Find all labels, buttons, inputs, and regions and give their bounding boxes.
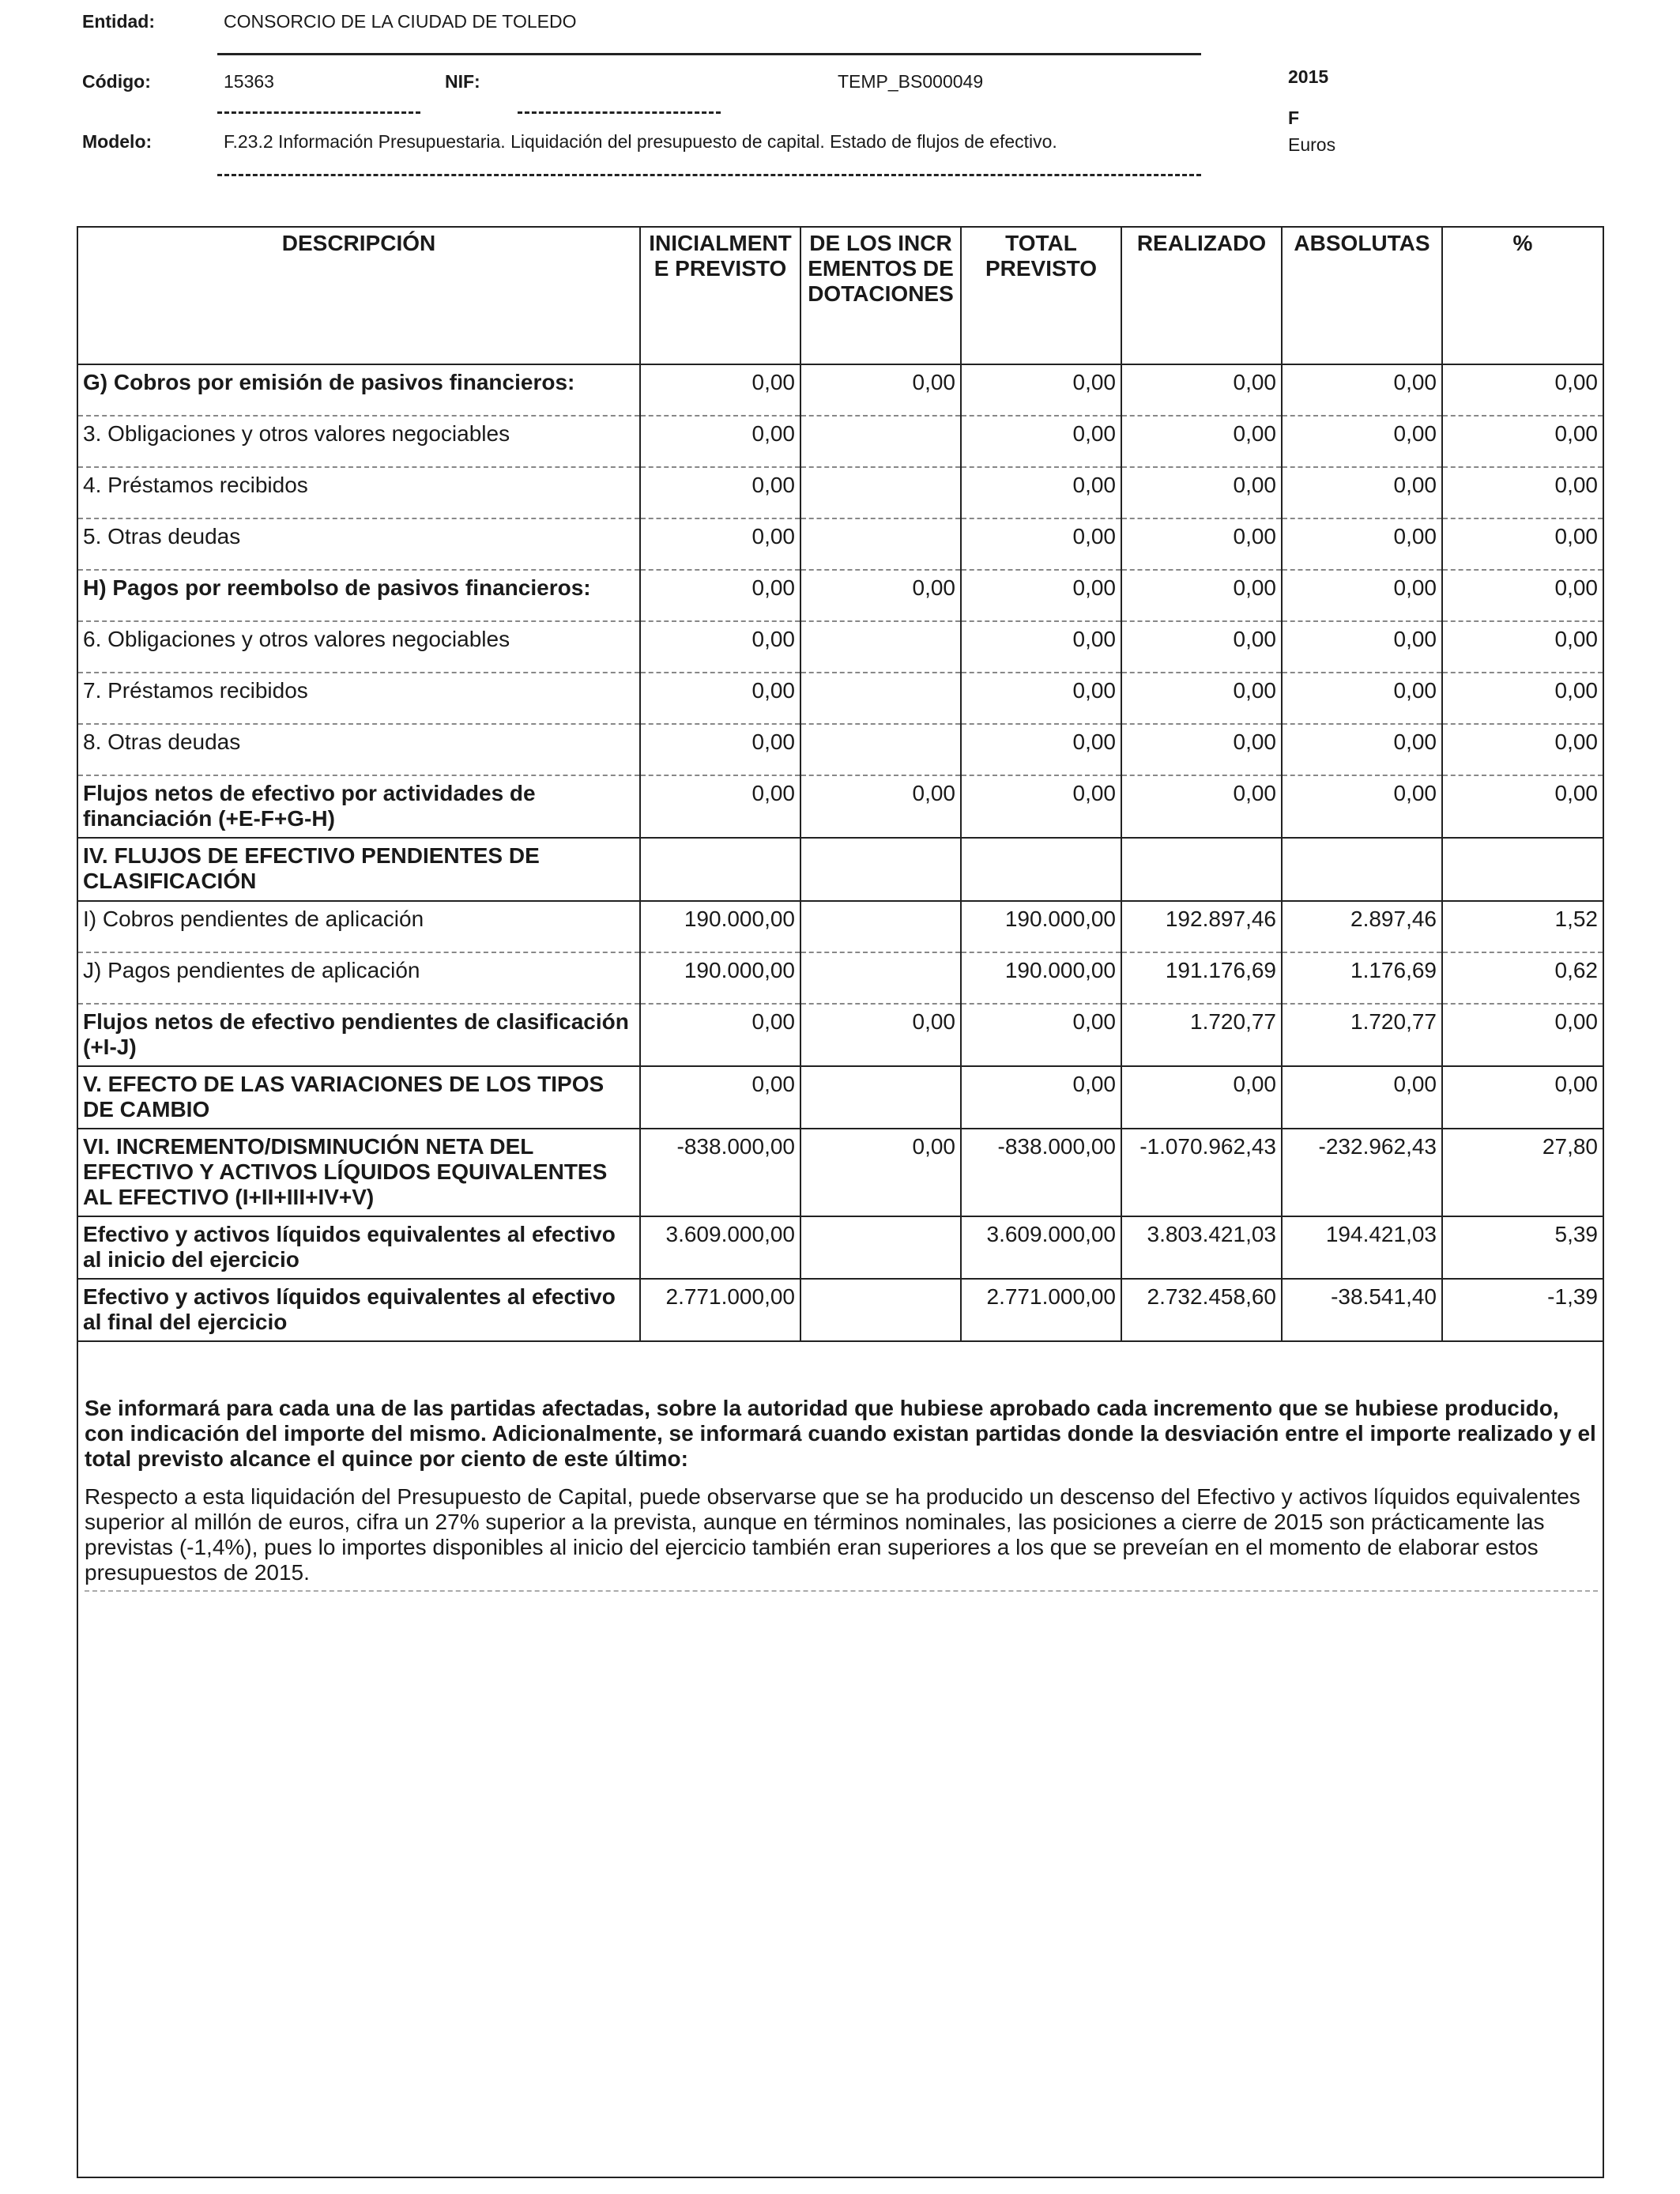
cell-porcentaje: 0,00 — [1442, 518, 1603, 570]
cell-absolutas: 0,00 — [1282, 518, 1442, 570]
cell-porcentaje: 0,00 — [1442, 416, 1603, 467]
row-description: 8. Otras deudas — [77, 724, 640, 775]
cell-incrementos — [800, 1279, 961, 1341]
row-description: J) Pagos pendientes de aplicación — [77, 952, 640, 1004]
row-description: 6. Obligaciones y otros valores negociables — [77, 621, 640, 673]
cell-realizado: 1.720,77 — [1121, 1004, 1282, 1066]
col-header-absolutas: ABSOLUTAS — [1282, 227, 1442, 364]
row-description: V. EFECTO DE LAS VARIACIONES DE LOS TIPOS DE CAMBIO — [77, 1066, 640, 1129]
table-row — [77, 364, 1603, 416]
table-row — [77, 1279, 1603, 1341]
row-description: G) Cobros por emisión de pasivos financieros: — [77, 364, 640, 416]
notes-question: Se informará para cada una de las partidas afectadas, sobre la autoridad que hubiese aprobado cada incremento que se hubiese producido, con indicación del importe del mismo. Adicionalmente, se informará cuando existan partidas donde la desviación entre el importe realizado y el total previsto alcance el quince por ciento de este último: — [85, 1396, 1596, 1471]
table-row — [77, 570, 1603, 621]
cell-incrementos: 0,00 — [800, 570, 961, 621]
cell-total-previsto: 0,00 — [961, 724, 1121, 775]
cell-porcentaje: 5,39 — [1442, 1216, 1603, 1279]
codigo-value: 15363 — [224, 71, 274, 92]
cell-inicialmente-previsto: 190.000,00 — [640, 901, 800, 952]
table-row — [77, 724, 1603, 775]
table-row — [77, 416, 1603, 467]
cell-incrementos — [800, 838, 961, 901]
cell-total-previsto: 0,00 — [961, 416, 1121, 467]
table-body — [77, 364, 1603, 1341]
modelo-value: F.23.2 Información Presupuestaria. Liquidación del presupuesto de capital. Estado de flujos de efectivo. — [224, 131, 1057, 152]
row-description: 5. Otras deudas — [77, 518, 640, 570]
cell-incrementos: 0,00 — [800, 1129, 961, 1216]
cell-inicialmente-previsto: 3.609.000,00 — [640, 1216, 800, 1279]
cell-incrementos: 0,00 — [800, 364, 961, 416]
cell-total-previsto: 0,00 — [961, 467, 1121, 518]
cell-realizado: 0,00 — [1121, 416, 1282, 467]
cell-incrementos — [800, 621, 961, 673]
table-row — [77, 901, 1603, 952]
cell-inicialmente-previsto: 2.771.000,00 — [640, 1279, 800, 1341]
cell-realizado: 0,00 — [1121, 467, 1282, 518]
cell-porcentaje: 0,00 — [1442, 724, 1603, 775]
row-description: IV. FLUJOS DE EFECTIVO PENDIENTES DE CLASIFICACIÓN — [77, 838, 640, 901]
cell-total-previsto: 3.609.000,00 — [961, 1216, 1121, 1279]
row-description: I) Cobros pendientes de aplicación — [77, 901, 640, 952]
table-row — [77, 673, 1603, 724]
cell-porcentaje: 1,52 — [1442, 901, 1603, 952]
cash-flow-table — [77, 226, 1604, 1342]
cell-inicialmente-previsto: 0,00 — [640, 467, 800, 518]
cell-absolutas: 0,00 — [1282, 775, 1442, 838]
cell-absolutas: -38.541,40 — [1282, 1279, 1442, 1341]
cell-inicialmente-previsto: 0,00 — [640, 364, 800, 416]
cell-realizado: 0,00 — [1121, 775, 1282, 838]
cell-absolutas: 0,00 — [1282, 1066, 1442, 1129]
cell-inicialmente-previsto: 0,00 — [640, 621, 800, 673]
letter-code: F — [1288, 107, 1300, 128]
table-row — [77, 1004, 1603, 1066]
cell-inicialmente-previsto: 0,00 — [640, 1066, 800, 1129]
cell-total-previsto — [961, 838, 1121, 901]
cell-realizado: 0,00 — [1121, 724, 1282, 775]
year: 2015 — [1288, 66, 1329, 87]
cell-porcentaje: 0,00 — [1442, 673, 1603, 724]
table-header-row — [77, 227, 1603, 364]
row-description: H) Pagos por reembolso de pasivos financieros: — [77, 570, 640, 621]
cell-realizado: 0,00 — [1121, 673, 1282, 724]
currency: Euros — [1288, 134, 1336, 155]
cell-absolutas: 0,00 — [1282, 467, 1442, 518]
cell-porcentaje: 0,00 — [1442, 364, 1603, 416]
cell-incrementos — [800, 724, 961, 775]
row-description: 4. Préstamos recibidos — [77, 467, 640, 518]
cell-realizado: 191.176,69 — [1121, 952, 1282, 1004]
cell-realizado: 2.732.458,60 — [1121, 1279, 1282, 1341]
cell-total-previsto: 0,00 — [961, 1004, 1121, 1066]
cell-absolutas: 0,00 — [1282, 724, 1442, 775]
cell-porcentaje: 0,62 — [1442, 952, 1603, 1004]
cell-realizado — [1121, 838, 1282, 901]
cell-incrementos — [800, 1066, 961, 1129]
cell-inicialmente-previsto: 0,00 — [640, 673, 800, 724]
cell-absolutas: 0,00 — [1282, 364, 1442, 416]
cell-realizado: 0,00 — [1121, 1066, 1282, 1129]
nif-value: TEMP_BS000049 — [838, 71, 984, 92]
cell-total-previsto: 0,00 — [961, 518, 1121, 570]
cell-realizado: 0,00 — [1121, 518, 1282, 570]
cell-porcentaje: 0,00 — [1442, 467, 1603, 518]
notes-answer: Respecto a esta liquidación del Presupuesto de Capital, puede observarse que se ha producido un descenso del Efectivo y activos líquidos equivalentes superior al millón de euros, cifra un 27% superior a la prevista, aunque en términos nominales, las posiciones a cierre de 2015 son prácticamente las previstas (-1,4%), pues lo importes disponibles al inicio del ejercicio también eran superiores a los que se preveían en el momento de elaborar estos presupuestos de 2015. — [85, 1484, 1598, 1592]
row-description: Efectivo y activos líquidos equivalentes al efectivo al inicio del ejercicio — [77, 1216, 640, 1279]
cell-porcentaje: 0,00 — [1442, 775, 1603, 838]
codigo-underline — [217, 111, 420, 114]
cell-absolutas: 1.176,69 — [1282, 952, 1442, 1004]
cell-absolutas: -232.962,43 — [1282, 1129, 1442, 1216]
table-row — [77, 1129, 1603, 1216]
cell-inicialmente-previsto: 0,00 — [640, 570, 800, 621]
cell-absolutas: 0,00 — [1282, 416, 1442, 467]
cell-total-previsto: 0,00 — [961, 364, 1121, 416]
notes-section — [77, 1339, 1604, 2178]
cell-realizado: 192.897,46 — [1121, 901, 1282, 952]
row-description: VI. INCREMENTO/DISMINUCIÓN NETA DEL EFECTIVO Y ACTIVOS LÍQUIDOS EQUIVALENTES AL EFECTIVO (I+II+III+IV+V) — [77, 1129, 640, 1216]
entidad-value: CONSORCIO DE LA CIUDAD DE TOLEDO — [224, 11, 577, 32]
cell-total-previsto: 2.771.000,00 — [961, 1279, 1121, 1341]
cell-inicialmente-previsto: 0,00 — [640, 1004, 800, 1066]
modelo-underline — [217, 174, 1201, 176]
cell-incrementos — [800, 952, 961, 1004]
table-row — [77, 1216, 1603, 1279]
cell-absolutas — [1282, 838, 1442, 901]
cell-incrementos — [800, 901, 961, 952]
cell-incrementos: 0,00 — [800, 775, 961, 838]
cell-incrementos — [800, 673, 961, 724]
row-description: Efectivo y activos líquidos equivalentes al efectivo al final del ejercicio — [77, 1279, 640, 1341]
cell-realizado: 0,00 — [1121, 570, 1282, 621]
cell-realizado: 3.803.421,03 — [1121, 1216, 1282, 1279]
cell-total-previsto: 0,00 — [961, 570, 1121, 621]
cell-incrementos — [800, 1216, 961, 1279]
cell-porcentaje — [1442, 838, 1603, 901]
row-description: Flujos netos de efectivo pendientes de clasificación (+I-J) — [77, 1004, 640, 1066]
cell-porcentaje: 0,00 — [1442, 570, 1603, 621]
cell-absolutas: 0,00 — [1282, 621, 1442, 673]
cell-inicialmente-previsto: 0,00 — [640, 724, 800, 775]
table-row — [77, 1066, 1603, 1129]
cell-total-previsto: 190.000,00 — [961, 952, 1121, 1004]
cell-realizado: 0,00 — [1121, 621, 1282, 673]
cell-porcentaje: 0,00 — [1442, 1004, 1603, 1066]
cell-total-previsto: 0,00 — [961, 1066, 1121, 1129]
cell-absolutas: 0,00 — [1282, 673, 1442, 724]
col-header-inicialmente-previsto: INICIALMENTE PREVISTO — [640, 227, 800, 364]
cell-absolutas: 194.421,03 — [1282, 1216, 1442, 1279]
cell-inicialmente-previsto: 0,00 — [640, 518, 800, 570]
cell-total-previsto: 0,00 — [961, 775, 1121, 838]
cell-inicialmente-previsto: 0,00 — [640, 416, 800, 467]
entidad-underline — [217, 53, 1201, 55]
cell-porcentaje: -1,39 — [1442, 1279, 1603, 1341]
col-header-realizado: REALIZADO — [1121, 227, 1282, 364]
table-row — [77, 518, 1603, 570]
table-row — [77, 775, 1603, 838]
nif-label: NIF: — [445, 71, 480, 92]
row-description: Flujos netos de efectivo por actividades de financiación (+E-F+G-H) — [77, 775, 640, 838]
cell-incrementos — [800, 467, 961, 518]
cell-total-previsto: -838.000,00 — [961, 1129, 1121, 1216]
col-header-incrementos: DE LOS INCREMENTOS DE DOTACIONES — [800, 227, 961, 364]
cell-absolutas: 0,00 — [1282, 570, 1442, 621]
table-row — [77, 621, 1603, 673]
cell-incrementos: 0,00 — [800, 1004, 961, 1066]
cell-inicialmente-previsto: 190.000,00 — [640, 952, 800, 1004]
cell-total-previsto: 0,00 — [961, 621, 1121, 673]
modelo-label: Modelo: — [82, 131, 153, 152]
cell-total-previsto: 190.000,00 — [961, 901, 1121, 952]
row-description: 7. Préstamos recibidos — [77, 673, 640, 724]
col-header-descripcion: DESCRIPCIÓN — [77, 227, 640, 364]
table-row — [77, 838, 1603, 901]
cell-absolutas: 2.897,46 — [1282, 901, 1442, 952]
cell-porcentaje: 0,00 — [1442, 621, 1603, 673]
col-header-porcentaje: % — [1442, 227, 1603, 364]
cell-incrementos — [800, 518, 961, 570]
cell-porcentaje: 0,00 — [1442, 1066, 1603, 1129]
cell-inicialmente-previsto — [640, 838, 800, 901]
cell-incrementos — [800, 416, 961, 467]
cell-porcentaje: 27,80 — [1442, 1129, 1603, 1216]
cell-realizado: -1.070.962,43 — [1121, 1129, 1282, 1216]
entidad-label: Entidad: — [82, 11, 155, 32]
table-row — [77, 467, 1603, 518]
col-header-total-previsto: TOTAL PREVISTO — [961, 227, 1121, 364]
cell-total-previsto: 0,00 — [961, 673, 1121, 724]
table-row — [77, 952, 1603, 1004]
cell-absolutas: 1.720,77 — [1282, 1004, 1442, 1066]
codigo-label: Código: — [82, 71, 151, 92]
cell-inicialmente-previsto: -838.000,00 — [640, 1129, 800, 1216]
nif-underline — [518, 111, 721, 114]
cell-realizado: 0,00 — [1121, 364, 1282, 416]
row-description: 3. Obligaciones y otros valores negociables — [77, 416, 640, 467]
cell-inicialmente-previsto: 0,00 — [640, 775, 800, 838]
